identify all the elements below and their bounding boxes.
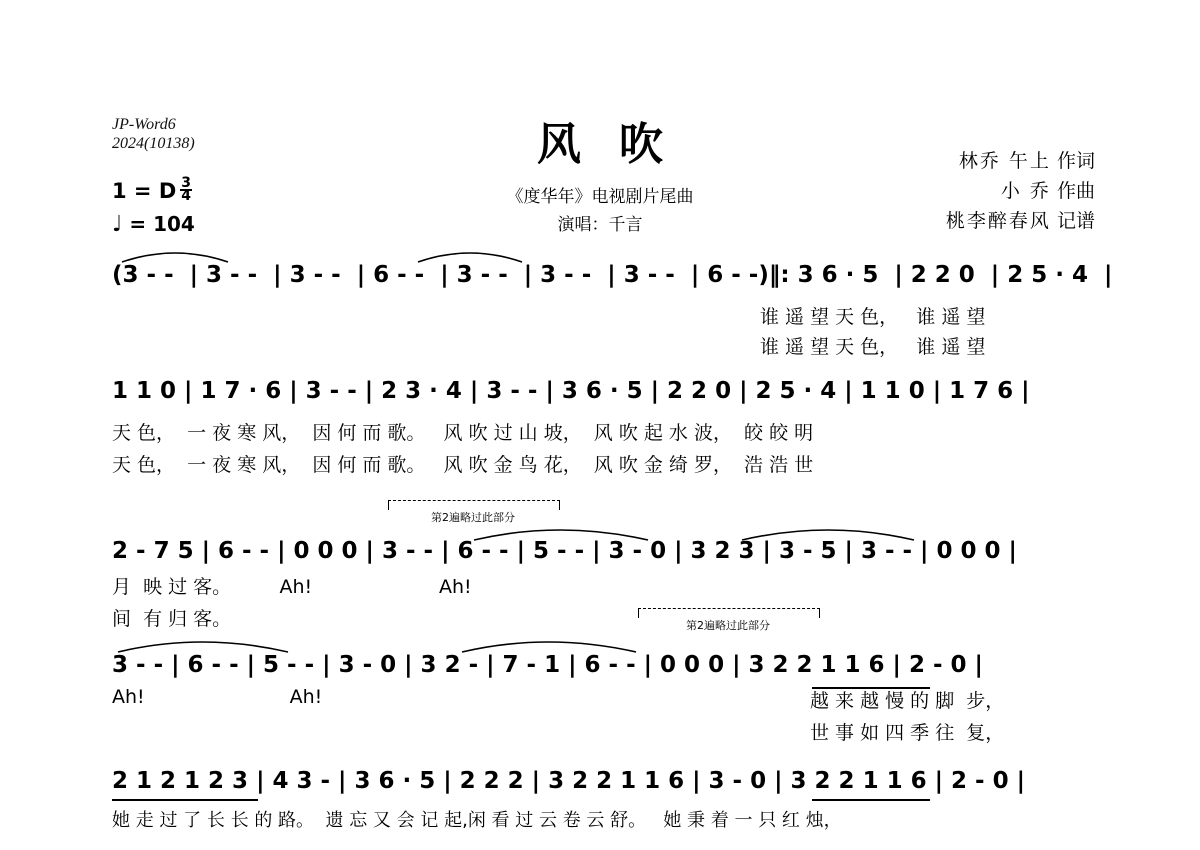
system-3-lyric-line-1: 月 映 过 客。 Ah! Ah! xyxy=(112,576,472,598)
credit-role-lyricist: 作词 xyxy=(1056,150,1095,172)
quarter-note-icon: ♩ xyxy=(112,212,123,237)
subtitle-drama: 《度华年》电视剧片尾曲 xyxy=(506,187,694,207)
credit-names-composer: 小 乔 xyxy=(1000,180,1051,202)
credit-role-transcriber: 记谱 xyxy=(1056,210,1095,232)
time-signature xyxy=(180,175,192,204)
document-id-line2: 2024(10138) xyxy=(112,135,195,152)
tempo-value: = 104 xyxy=(129,212,195,236)
system-5-lyric-line-1: 她 走 过 了 长 长 的 路。 遗 忘 又 会 记 起,闲 看 过 云 卷 云 舒。 她 秉 着 一 只 红 烛， xyxy=(112,810,842,831)
credit-row-lyricist xyxy=(946,146,1095,176)
system-1-lyric-line-1: 谁 遥 望 天 色， 谁 遥 望 xyxy=(760,306,986,328)
system-4-lyric-line-3: 世 事 如 四 季 往 复， xyxy=(810,722,1005,744)
system-2-notes: 1 1 0 | 1 7 · 6 | 3 - - | 2 3 · 4 | 3 - - | 3 6 · 5 | 2 2 0 | 2 5 · 4 | 1 1 0 | 1 7 6 | xyxy=(112,378,1030,404)
system-1-lyric-line-2: 谁 遥 望 天 色， 谁 遥 望 xyxy=(760,336,986,358)
system-3-lyric-line-2: 间 有 归 客。 xyxy=(112,608,232,630)
tempo-marking xyxy=(112,212,195,237)
system-2-lyric-line-1: 天 色， 一 夜 寒 风， 因 何 而 歌。 风 吹 过 山 坡， 风 吹 起 水 波， 皎 皎 明 xyxy=(112,422,814,444)
credit-row-composer xyxy=(946,176,1095,206)
credit-names-lyricist: 林乔 午上 xyxy=(958,150,1051,172)
annotation-repeat-skip-1-label: 第2遍略过此部分 xyxy=(431,511,515,524)
system-3-notes: 2 - 7 5 | 6 - - | 0 0 0 | 3 - - | 6 - - | 5 - - | 3 - 0 | 3 2 3 | 3 - 5 | 3 - - | 0 0 0 | xyxy=(112,538,1017,564)
credit-names-transcriber: 桃李醉春风 xyxy=(945,210,1051,232)
system-2-lyric-line-2: 天 色， 一 夜 寒 风， 因 何 而 歌。 风 吹 金 鸟 花， 风 吹 金 绮 罗， 浩 浩 世 xyxy=(112,454,814,476)
time-signature-numerator: 3 xyxy=(181,175,192,191)
annotation-repeat-skip-2-label: 第2遍略过此部分 xyxy=(686,619,770,632)
key-signature xyxy=(112,175,192,204)
time-signature-denominator: 4 xyxy=(181,188,192,204)
page-title: 风吹 xyxy=(537,119,701,170)
system-4-notes: 3 - - | 6 - - | 5 - - | 3 - 0 | 3 2 - | 7 - 1 | 6 - - | 0 0 0 | 3 2 2 1 1 6 | 2 - 0 | xyxy=(112,652,983,678)
system-5-notes: 2 1 2 1 2 3 | 4 3 - | 3 6 · 5 | 2 2 2 | 3 2 2 1 1 6 | 3 - 0 | 3 2 2 1 1 6 | 2 - 0 | xyxy=(112,768,1025,794)
document-id-line1: JP-Word6 xyxy=(112,116,176,133)
subtitle-singer: 演唱：千言 xyxy=(557,215,643,235)
credits-block xyxy=(946,146,1095,236)
system-1-notes: (3 - - | 3 - - | 3 - - | 6 - - | 3 - - | 3 - - | 3 - - | 6 - -)‖: 3 6 · 5 | 2 2 0 | 2 5 · 4 | xyxy=(112,262,1113,288)
key-signature-text: 1 = D xyxy=(112,179,177,203)
credit-role-composer: 作曲 xyxy=(1056,180,1095,202)
system-4-lyric-line-2: 越 来 越 慢 的 脚 步， xyxy=(810,690,1005,712)
system-4-lyric-line-1: Ah! Ah! xyxy=(112,686,323,708)
credit-row-transcriber xyxy=(946,206,1095,236)
